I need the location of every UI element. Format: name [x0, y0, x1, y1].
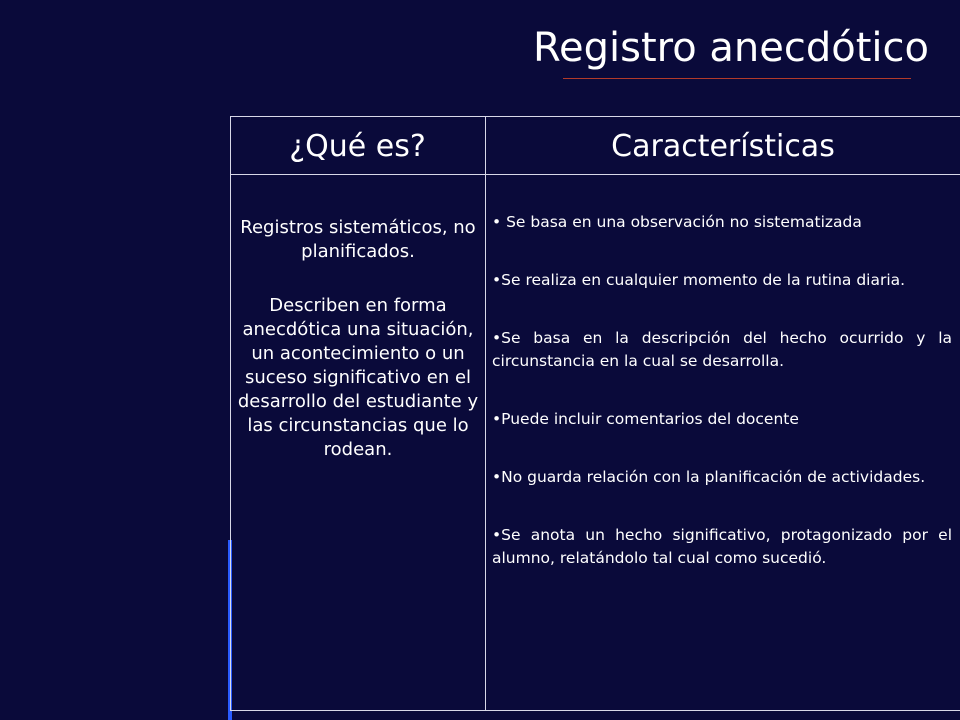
definition-paragraph: Describen en forma anecdótica una situación, un acontecimiento o un suceso significativo en el desarrollo del estudiante y las circunstancias que lo rodean. [237, 295, 479, 460]
definition-cell [236, 216, 480, 492]
content-table [230, 116, 960, 720]
table-header-divider [230, 174, 960, 175]
characteristic-item: •Se basa en la descripción del hecho ocurrido y la circunstancia en la cual se desarrolla. [492, 329, 952, 370]
table-border-left [230, 116, 231, 710]
characteristic-item: • Se basa en una observación no sistematizada [492, 213, 862, 231]
definition-paragraph: Registros sistemáticos, no planificados. [240, 217, 476, 262]
characteristics-cell [492, 211, 952, 605]
title-underline [563, 78, 911, 79]
column-header-characteristics: Características [611, 129, 835, 164]
table-border-top [230, 116, 960, 117]
table-border-bottom [230, 710, 960, 711]
characteristic-item: •Puede incluir comentarios del docente [492, 410, 799, 428]
column-header-what-is: ¿Qué es? [289, 129, 426, 164]
table-column-divider [485, 116, 486, 710]
slide-title: Registro anecdótico [533, 25, 929, 71]
characteristic-item: •No guarda relación con la planificación de actividades. [492, 468, 926, 486]
characteristic-item: •Se anota un hecho significativo, protagonizado por el alumno, relatándolo tal cual como sucedió. [492, 526, 952, 567]
characteristic-item: •Se realiza en cualquier momento de la rutina diaria. [492, 271, 906, 289]
